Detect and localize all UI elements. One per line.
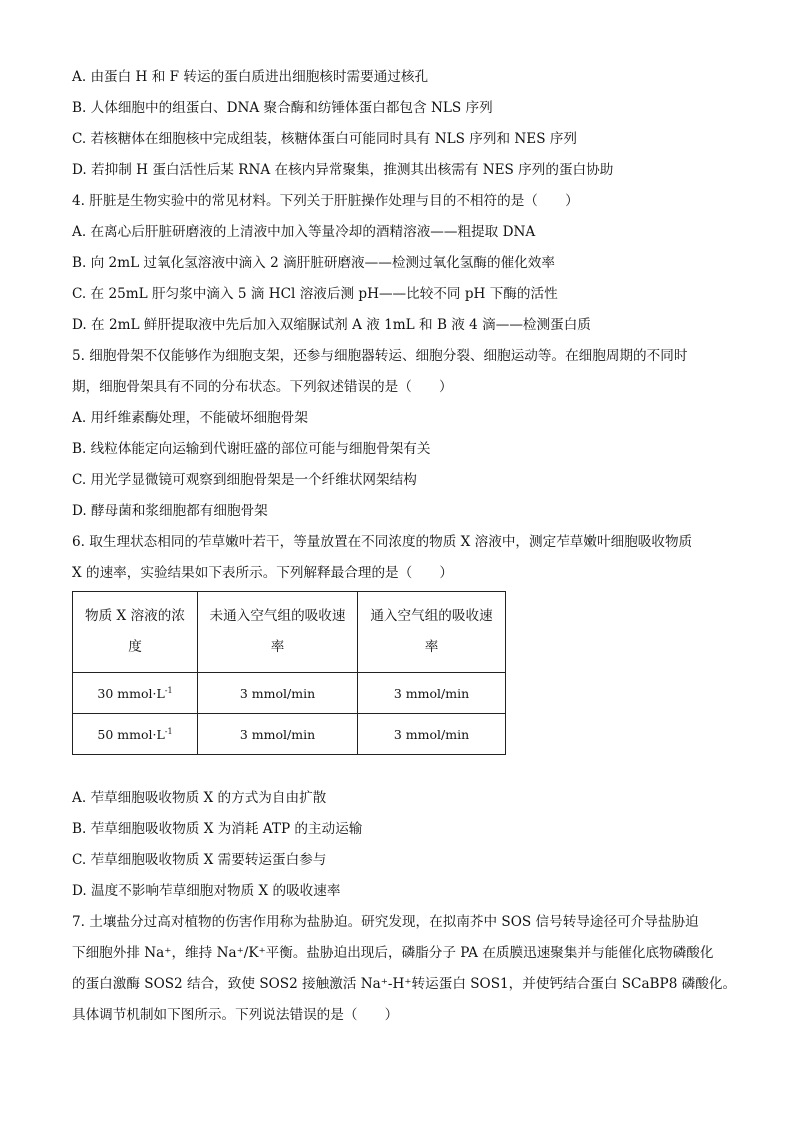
option-3d: D. 若抑制 H 蛋白活性后某 RNA 在核内异常聚集，推测其出核需有 NES 序列的蛋白协助 (72, 162, 614, 178)
table-row (73, 714, 506, 755)
question-5-stem-line2: 期，细胞骨架具有不同的分布状态。下列叙述错误的是（ ） (72, 379, 453, 395)
question-7-stem-line1: 7. 土壤盐分过高对植物的伤害作用称为盐胁迫。研究发现，在拟南芥中 SOS 信号转导途径可介导盐胁迫 (72, 914, 699, 930)
option-5a: A. 用纤维素酶处理，不能破坏细胞骨架 (72, 410, 308, 426)
header-air-rate: 通入空气组的吸收速率 (358, 592, 506, 673)
question-6-stem-line2: X 的速率，实验结果如下表所示。下列解释最合理的是（ ） (72, 565, 454, 581)
option-4c: C. 在 25mL 肝匀浆中滴入 5 滴 HCl 溶液后测 pH——比较不同 pH 下酶的活性 (72, 286, 558, 302)
cell-concentration: 50 $mmol\cdot L^{-1}$ (73, 714, 198, 755)
option-5c: C. 用光学显微镜可观察到细胞骨架是一个纤维状网架结构 (72, 472, 417, 488)
table-row (73, 673, 506, 714)
option-6b: B. 苲草细胞吸收物质 X 为消耗 ATP 的主动运输 (72, 821, 363, 837)
question-7-stem-line2: 下细胞外排 Na⁺，维持 Na⁺/K⁺平衡。盐胁迫出现后，磷脂分子 PA 在质膜迅速聚集并与能催化底物磷酸化 (72, 945, 714, 961)
option-3c: C. 若核糖体在细胞核中完成组装，核糖体蛋白可能同时具有 NLS 序列和 NES 序列 (72, 131, 578, 147)
header-concentration: 物质 X 溶液的浓度 (73, 592, 198, 673)
option-3a: A. 由蛋白 H 和 F 转运的蛋白质进出细胞核时需要通过核孔 (72, 69, 429, 85)
cell-no-air-rate: 3 mmol/min (198, 714, 358, 755)
exam-page (72, 62, 737, 1031)
header-no-air-rate: 未通入空气组的吸收速率 (198, 592, 358, 673)
option-3b: B. 人体细胞中的组蛋白、DNA 聚合酶和纺锤体蛋白都包含 NLS 序列 (72, 100, 493, 116)
table-header-row (73, 592, 506, 673)
question-7-stem-line4: 具体调节机制如下图所示。下列说法错误的是（ ） (72, 1007, 399, 1023)
cell-no-air-rate: 3 mmol/min (198, 673, 358, 714)
question-4-stem: 4. 肝脏是生物实验中的常见材料。下列关于肝脏操作处理与目的不相符的是（ ） (72, 193, 579, 209)
cell-concentration: 30 $mmol\cdot L^{-1}$ (73, 673, 198, 714)
option-6a: A. 苲草细胞吸收物质 X 的方式为自由扩散 (72, 790, 327, 806)
option-4a: A. 在离心后肝脏研磨液的上清液中加入等量冷却的酒精溶液——粗提取 DNA (72, 224, 536, 240)
question-6-stem-line1: 6. 取生理状态相同的苲草嫩叶若干，等量放置在不同浓度的物质 X 溶液中，测定苲草嫩叶细胞吸收物质 (72, 534, 693, 550)
option-5d: D. 酵母菌和浆细胞都有细胞骨架 (72, 503, 268, 519)
option-4d: D. 在 2mL 鲜肝提取液中先后加入双缩脲试剂 A 液 1mL 和 B 液 4 滴——检测蛋白质 (72, 317, 591, 333)
cell-air-rate: 3 mmol/min (358, 714, 506, 755)
question-7-stem-line3: 的蛋白激酶 SOS2 结合，致使 SOS2 接触激活 Na⁺-H⁺转运蛋白 SOS1，并使钙结合蛋白 SCaBP8 磷酸化。 (72, 976, 737, 992)
option-6c: C. 苲草细胞吸收物质 X 需要转运蛋白参与 (72, 852, 327, 868)
option-5b: B. 线粒体能定向运输到代谢旺盛的部位可能与细胞骨架有关 (72, 441, 431, 457)
option-4b: B. 向 2mL 过氧化氢溶液中滴入 2 滴肝脏研磨液——检测过氧化氢酶的催化效率 (72, 255, 555, 271)
cell-air-rate: 3 mmol/min (358, 673, 506, 714)
question-5-stem-line1: 5. 细胞骨架不仅能够作为细胞支架，还参与细胞器转运、细胞分裂、细胞运动等。在细胞周期的不同时 (72, 348, 688, 364)
option-6d: D. 温度不影响苲草细胞对物质 X 的吸收速率 (72, 883, 341, 899)
data-table (72, 591, 506, 755)
